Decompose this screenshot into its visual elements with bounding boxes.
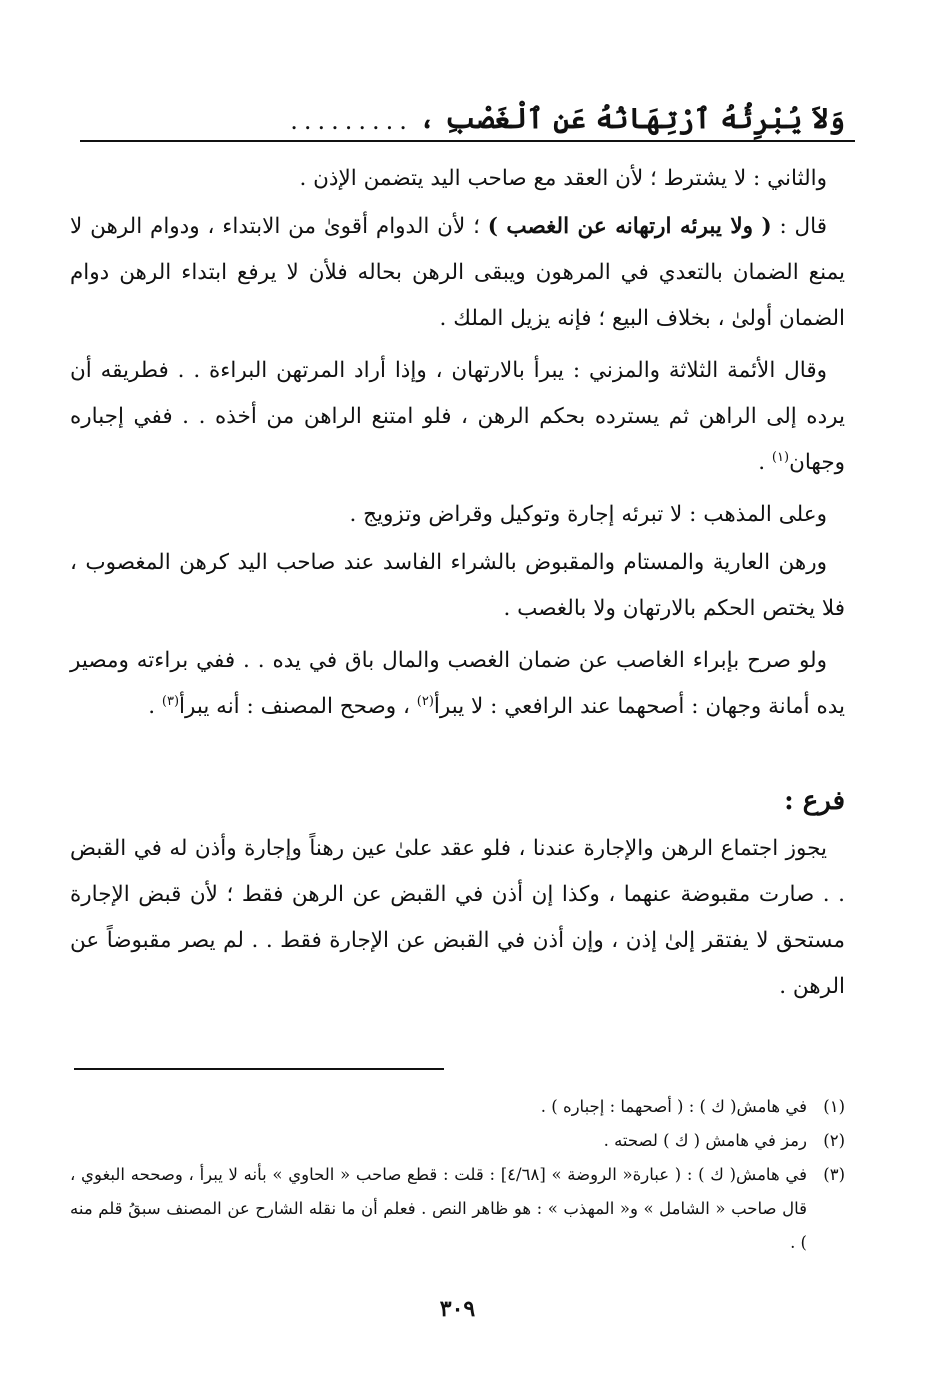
three-imams-end: . [758, 450, 772, 475]
ibra-text-2: ، وصحح المصنف : أنه يبرأ [179, 694, 417, 719]
paragraph-three-imams [70, 348, 845, 486]
ibra-text-1: ولو صرح بإبراء الغاصب عن ضمان الغصب والمال باق في يده . . ففي براءته ومصير يده أمانة وجهان : أصحهما عند الرافعي : لا يبرأ [70, 648, 845, 719]
paragraph-madhhab: وعلى المذهب : لا تبرئه إجارة وتوكيل وقراض وتزويج . [349, 502, 827, 527]
quote-intro: قال : [779, 214, 828, 239]
matn-quote: ( ولا يبرئه ارتهانه عن الغصب ) [487, 214, 772, 239]
branch-heading: فرع : [784, 786, 845, 816]
paragraph-ariya: ورهن العارية والمستام والمقبوض بالشراء الفاسد عند صاحب اليد كرهن المغصوب ، فلا يختص الحكم بالارتهان ولا بالغصب . [70, 550, 845, 621]
footnote-number: (١) [823, 1097, 845, 1116]
main-text [70, 156, 845, 1010]
footnotes [70, 1090, 845, 1260]
header-divider [80, 140, 855, 142]
footnote-text: في هامش( ك ) : ( عبارة« الروضة » [٤/٦٨] : قلت : قطع صاحب « الحاوي » بأنه لا يبرأ ، وصححه البغوي ، قال صاحب « الشامل » و« المهذب » : هو ظاهر النص . فعلم أن ما نقله الشارح عن المصنف سبقُ قلم منه ) . [70, 1165, 807, 1252]
footnote-item [70, 1124, 845, 1158]
running-header [70, 78, 845, 142]
section-spacer [70, 736, 845, 778]
quote-commentary: ؛ لأن الدوام أقوىٰ من الابتداء ، ودوام الرهن لا يمنع الضمان بالتعدي في المرهون ويبقى الرهن بحاله فلأن لا يرفع ابتداء الرهن دوام الضمان أولىٰ ، بخلاف البيع ؛ فإنه يزيل الملك . [70, 214, 845, 331]
ibra-end: . [148, 694, 162, 719]
paragraph-branch: يجوز اجتماع الرهن والإجارة عندنا ، فلو عقد علىٰ عين رهناً وإجارة وأذن له في القبض . . صارت مقبوضة عنهما ، وكذا إن أذن في القبض عن الرهن فقط ؛ لأن قبض الإجارة مستحق لا يفتقر إلىٰ إذن ، وإن أذن في القبض عن الإجارة فقط . . لم يصر مقبوضاً عن الرهن . [70, 836, 845, 999]
footnote-text: في هامش( ك ) : ( أصحهما : إجباره ) . [540, 1097, 807, 1116]
footnote-item [70, 1090, 845, 1124]
three-imams-text: وقال الأئمة الثلاثة والمزني : يبرأ بالارتهان ، وإذا أراد المرتهن البراءة . . فطريقه أن يرده إلى الراهن ثم يسترده بحكم الرهن ، فلو امتنع الراهن من أخذه . . ففي إجباره وجهان [70, 358, 845, 475]
paragraph-second-view: والثاني : لا يشترط ؛ لأن العقد مع صاحب اليد يتضمن الإذن . [299, 166, 827, 191]
footnote-number: (٢) [823, 1131, 845, 1150]
paragraph-ibra [70, 638, 845, 730]
footnote-number: (٣) [823, 1165, 845, 1184]
footnote-text: رمز في هامش ( ك ) لصحته . [603, 1131, 807, 1150]
book-page [70, 78, 845, 1338]
page-number: ٣٠٩ [439, 1296, 476, 1322]
paragraph-matn-quote [70, 204, 845, 342]
header-title: وَلاَ يُبْرِئُهُ ٱرْتِهَانُهُ عَنِ ٱلْغَصْبِ ، [418, 102, 845, 135]
footnote-divider [74, 1068, 444, 1070]
footnote-ref-2: (٢) [416, 693, 434, 709]
footnote-ref-3: (٣) [161, 693, 180, 709]
footnote-ref-1: (١) [771, 449, 790, 465]
header-leader-dots: ......... [290, 107, 413, 135]
footnote-item [70, 1158, 845, 1260]
